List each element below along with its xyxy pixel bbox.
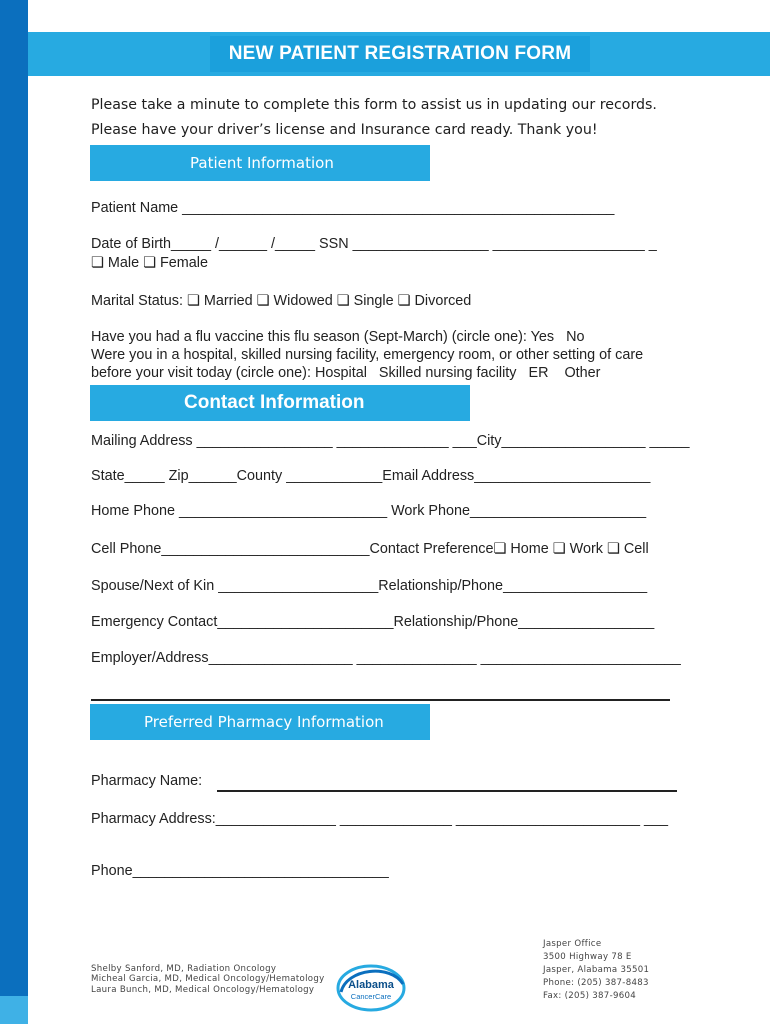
mailing-address-field[interactable]: Mailing Address _________________ ______________ ___City__________________ _____ xyxy=(91,433,690,449)
dob-ssn-field[interactable]: Date of Birth_____ /______ /_____ SSN _________________ ___________________ _ xyxy=(91,236,657,252)
employer-address-extra-line[interactable] xyxy=(91,699,670,701)
office-phone: Phone: (205) 387-8483 xyxy=(543,978,649,989)
next-of-kin-field[interactable]: Spouse/Next of Kin ____________________Relationship/Phone__________________ xyxy=(91,578,648,594)
intro-line-1: Please take a minute to complete this form to assist us in updating our records. xyxy=(91,97,657,113)
section-title-contact: Contact Information xyxy=(184,392,365,413)
physician-1: Shelby Sanford, MD, Radiation Oncology xyxy=(91,964,277,974)
alabama-cancercare-logo xyxy=(335,962,407,1012)
physician-2: Micheal Garcia, MD, Medical Oncology/Hematology xyxy=(91,974,325,985)
emergency-contact-field[interactable]: Emergency Contact______________________Relationship/Phone_________________ xyxy=(91,614,655,630)
marital-status-checkboxes[interactable]: Marital Status: ❏ Married ❏ Widowed ❏ Single ❏ Divorced xyxy=(91,293,472,309)
physician-list xyxy=(91,964,324,995)
intro-text xyxy=(91,93,657,142)
pharmacy-name-label: Pharmacy Name: xyxy=(91,773,203,789)
employer-address-field[interactable]: Employer/Address__________________ _______________ _________________________ xyxy=(91,650,681,666)
section-title-pharmacy: Preferred Pharmacy Information xyxy=(144,713,384,731)
flu-vaccine-question[interactable]: Have you had a flu vaccine this flu season (Sept-March) (circle one): Yes No xyxy=(91,329,585,345)
pharmacy-address-field[interactable]: Pharmacy Address:_______________ ______________ _______________________ ___ xyxy=(91,811,668,827)
pharmacy-name-field[interactable] xyxy=(217,790,677,792)
office-title: Jasper Office xyxy=(543,939,602,949)
office-info xyxy=(543,938,649,1003)
facility-question-line-1: Were you in a hospital, skilled nursing facility, emergency room, or other setting of care xyxy=(91,347,644,363)
section-header-contact xyxy=(90,385,470,421)
section-header-patient xyxy=(90,145,430,181)
pharmacy-phone-field[interactable]: Phone________________________________ xyxy=(91,863,389,879)
cell-phone-preference-field[interactable]: Cell Phone__________________________Contact Preference❏ Home ❏ Work ❏ Cell xyxy=(91,541,649,557)
section-title-patient: Patient Information xyxy=(190,154,334,172)
logo-line-2: CancerCare xyxy=(350,992,392,1001)
state-zip-email-field[interactable]: State_____ Zip______County ____________Email Address______________________ xyxy=(91,468,651,484)
form-title: NEW PATIENT REGISTRATION FORM xyxy=(228,43,572,64)
section-header-pharmacy xyxy=(90,704,430,740)
office-street: 3500 Highway 78 E xyxy=(543,952,632,963)
left-accent-block xyxy=(0,996,28,1024)
logo-swoosh-icon xyxy=(335,962,407,1012)
left-accent-bar xyxy=(0,0,28,1024)
gender-checkboxes[interactable]: ❏ Male ❏ Female xyxy=(91,255,208,271)
facility-question-line-2[interactable]: before your visit today (circle one): Hospital Skilled nursing facility ER Other xyxy=(91,365,601,381)
office-city: Jasper, Alabama 35501 xyxy=(543,965,650,976)
home-work-phone-field[interactable]: Home Phone __________________________ Work Phone______________________ xyxy=(91,503,647,519)
physician-3: Laura Bunch, MD, Medical Oncology/Hematology xyxy=(91,984,315,995)
title-box xyxy=(210,36,590,72)
intro-line-2: Please have your driver’s license and Insurance card ready. Thank you! xyxy=(91,121,598,138)
patient-name-field[interactable]: Patient Name ______________________________________________________ xyxy=(91,200,615,216)
logo-line-1: Alabama xyxy=(348,979,394,991)
office-fax: Fax: (205) 387-9604 xyxy=(543,991,637,1002)
